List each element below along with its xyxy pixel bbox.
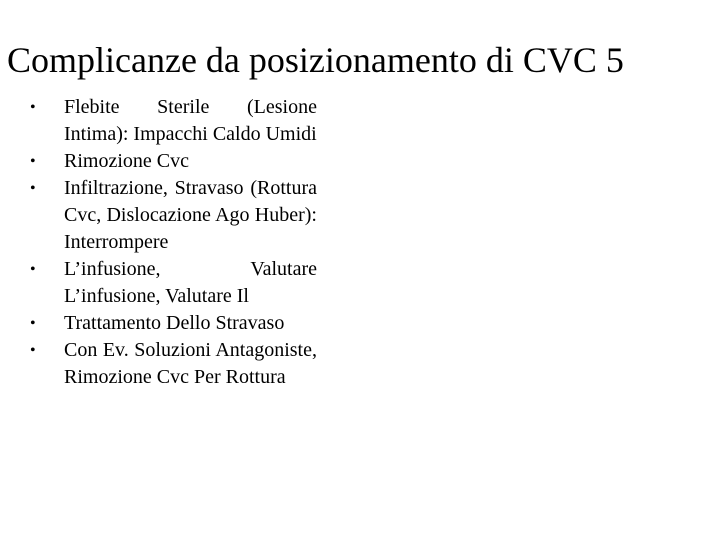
bullet-text: L’infusione, Valutare L’infusione, Valutare Il bbox=[64, 258, 317, 307]
bullet-text: Trattamento Dello Stravaso bbox=[64, 312, 285, 334]
bullet-icon: • bbox=[30, 261, 36, 278]
bullet-item-soluzioni bbox=[30, 337, 317, 391]
bullet-icon: • bbox=[30, 180, 36, 197]
bullet-item-infiltrazione bbox=[30, 175, 317, 256]
bullet-item-trattamento bbox=[30, 310, 317, 337]
bullet-icon: • bbox=[30, 342, 36, 359]
bullet-item-rimozione bbox=[30, 148, 317, 175]
bullet-icon: • bbox=[30, 153, 36, 170]
slide-title: Complicanze da posizionamento di CVC 5 bbox=[7, 40, 624, 80]
bullet-list bbox=[30, 94, 317, 391]
bullet-icon: • bbox=[30, 99, 36, 116]
bullet-item-infusione bbox=[30, 256, 317, 310]
bullet-text: Infiltrazione, Stravaso (Rottura Cvc, Dislocazione Ago Huber): Interrompere bbox=[64, 177, 317, 253]
bullet-item-flebite bbox=[30, 94, 317, 148]
bullet-icon: • bbox=[30, 315, 36, 332]
bullet-text: Rimozione Cvc bbox=[64, 150, 189, 172]
bullet-text: Flebite Sterile (Lesione Intima): Impacchi Caldo Umidi bbox=[64, 96, 317, 145]
bullet-text: Con Ev. Soluzioni Antagoniste, Rimozione Cvc Per Rottura bbox=[64, 339, 317, 388]
